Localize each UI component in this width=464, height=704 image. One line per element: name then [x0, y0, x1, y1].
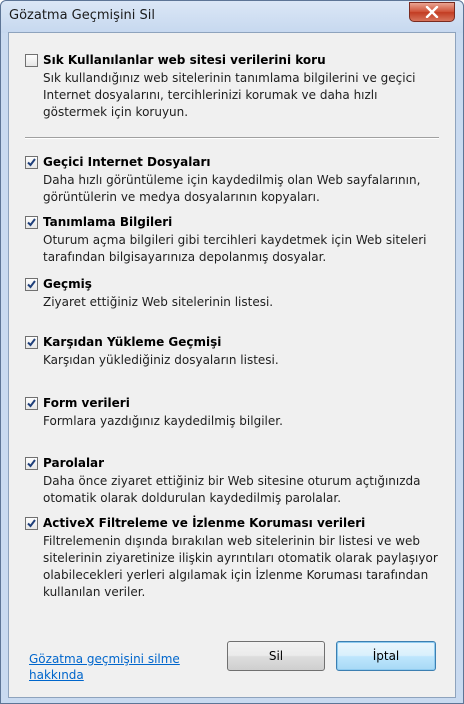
option-title: Parolalar — [43, 456, 105, 470]
checkmark-icon — [26, 398, 37, 409]
option-history — [25, 277, 445, 311]
download-history-checkbox[interactable] — [25, 336, 38, 349]
option-description: Ziyaret ettiğiniz Web sitelerinin listesi. — [43, 295, 274, 309]
option-temp-files — [25, 155, 445, 206]
form-data-checkbox[interactable] — [25, 397, 38, 410]
temp-files-checkbox[interactable] — [25, 156, 38, 169]
close-icon — [425, 6, 439, 18]
checkmark-icon — [26, 337, 37, 348]
option-description: Daha hızlı görüntüleme için kaydedilmiş olan Web sayfalarının, görüntülerin ve medya dosyalarının kopyaları. — [43, 173, 421, 204]
dialog-content — [8, 32, 456, 698]
option-title: Karşıdan Yükleme Geçmişi — [43, 335, 222, 349]
option-activex-tracking — [25, 516, 445, 601]
cookies-checkbox[interactable] — [25, 216, 38, 229]
checkmark-icon — [26, 157, 37, 168]
option-description: Karşıdan yüklediğiniz dosyaların listesi. — [43, 353, 279, 367]
option-description: Sık kullandığınız web sitelerinin tanımlama bilgilerini ve geçici Internet dosyalarını, tercihlerinizi korumak ve daha hızlı göstermek için koruyun. — [43, 71, 416, 119]
option-download-history — [25, 335, 445, 369]
option-title: Geçici Internet Dosyaları — [43, 155, 211, 169]
option-description: Oturum açma bilgileri gibi tercihleri kaydetmek için Web siteleri tarafından bilgisayarınıza depolanmış dosyalar. — [43, 233, 427, 264]
option-cookies — [25, 215, 445, 266]
checkmark-icon — [26, 279, 37, 290]
checkmark-icon — [26, 458, 37, 469]
checkmark-icon — [26, 518, 37, 529]
option-title: Tanımlama Bilgileri — [43, 215, 173, 229]
option-form-data — [25, 396, 445, 430]
option-title: Form verileri — [43, 396, 130, 410]
passwords-checkbox[interactable] — [25, 457, 38, 470]
history-checkbox[interactable] — [25, 278, 38, 291]
help-link[interactable]: Gözatma geçmişini silme hakkında — [29, 652, 180, 682]
option-preserve-favorites — [25, 53, 445, 121]
close-button[interactable] — [409, 2, 455, 22]
option-description: Formlara yazdığınız kaydedilmiş bilgiler. — [43, 414, 283, 428]
option-passwords — [25, 456, 445, 507]
window-title: Gözatma Geçmişini Sil — [9, 8, 156, 23]
option-title: Sık Kullanılanlar web sitesi verilerini koru — [43, 53, 326, 67]
cancel-button[interactable]: İptal — [336, 641, 436, 671]
option-description: Daha önce ziyaret ettiğiniz bir Web sitesine oturum açtığınızda otomatik olarak doldurulan kaydedilmiş parolalar. — [43, 474, 421, 505]
option-title: ActiveX Filtreleme ve İzlenme Koruması verileri — [43, 516, 366, 530]
checkmark-icon — [26, 217, 37, 228]
activex-tracking-checkbox[interactable] — [25, 517, 38, 530]
delete-button[interactable]: Sil — [227, 641, 325, 671]
option-title: Geçmiş — [43, 277, 92, 291]
title-bar[interactable] — [1, 1, 463, 33]
divider — [25, 137, 439, 139]
option-description: Filtrelemenin dışında bırakılan web sitelerinin bir listesi ve web sitelerinin ziyaretinize ilişkin ayrıntıları otomatik olarak paylaşıyor olabilecekleri yerleri algılamak için İzlenme Koruması tarafından kullanılan veriler. — [43, 534, 438, 599]
preserve-favorites-checkbox[interactable] — [25, 54, 38, 67]
